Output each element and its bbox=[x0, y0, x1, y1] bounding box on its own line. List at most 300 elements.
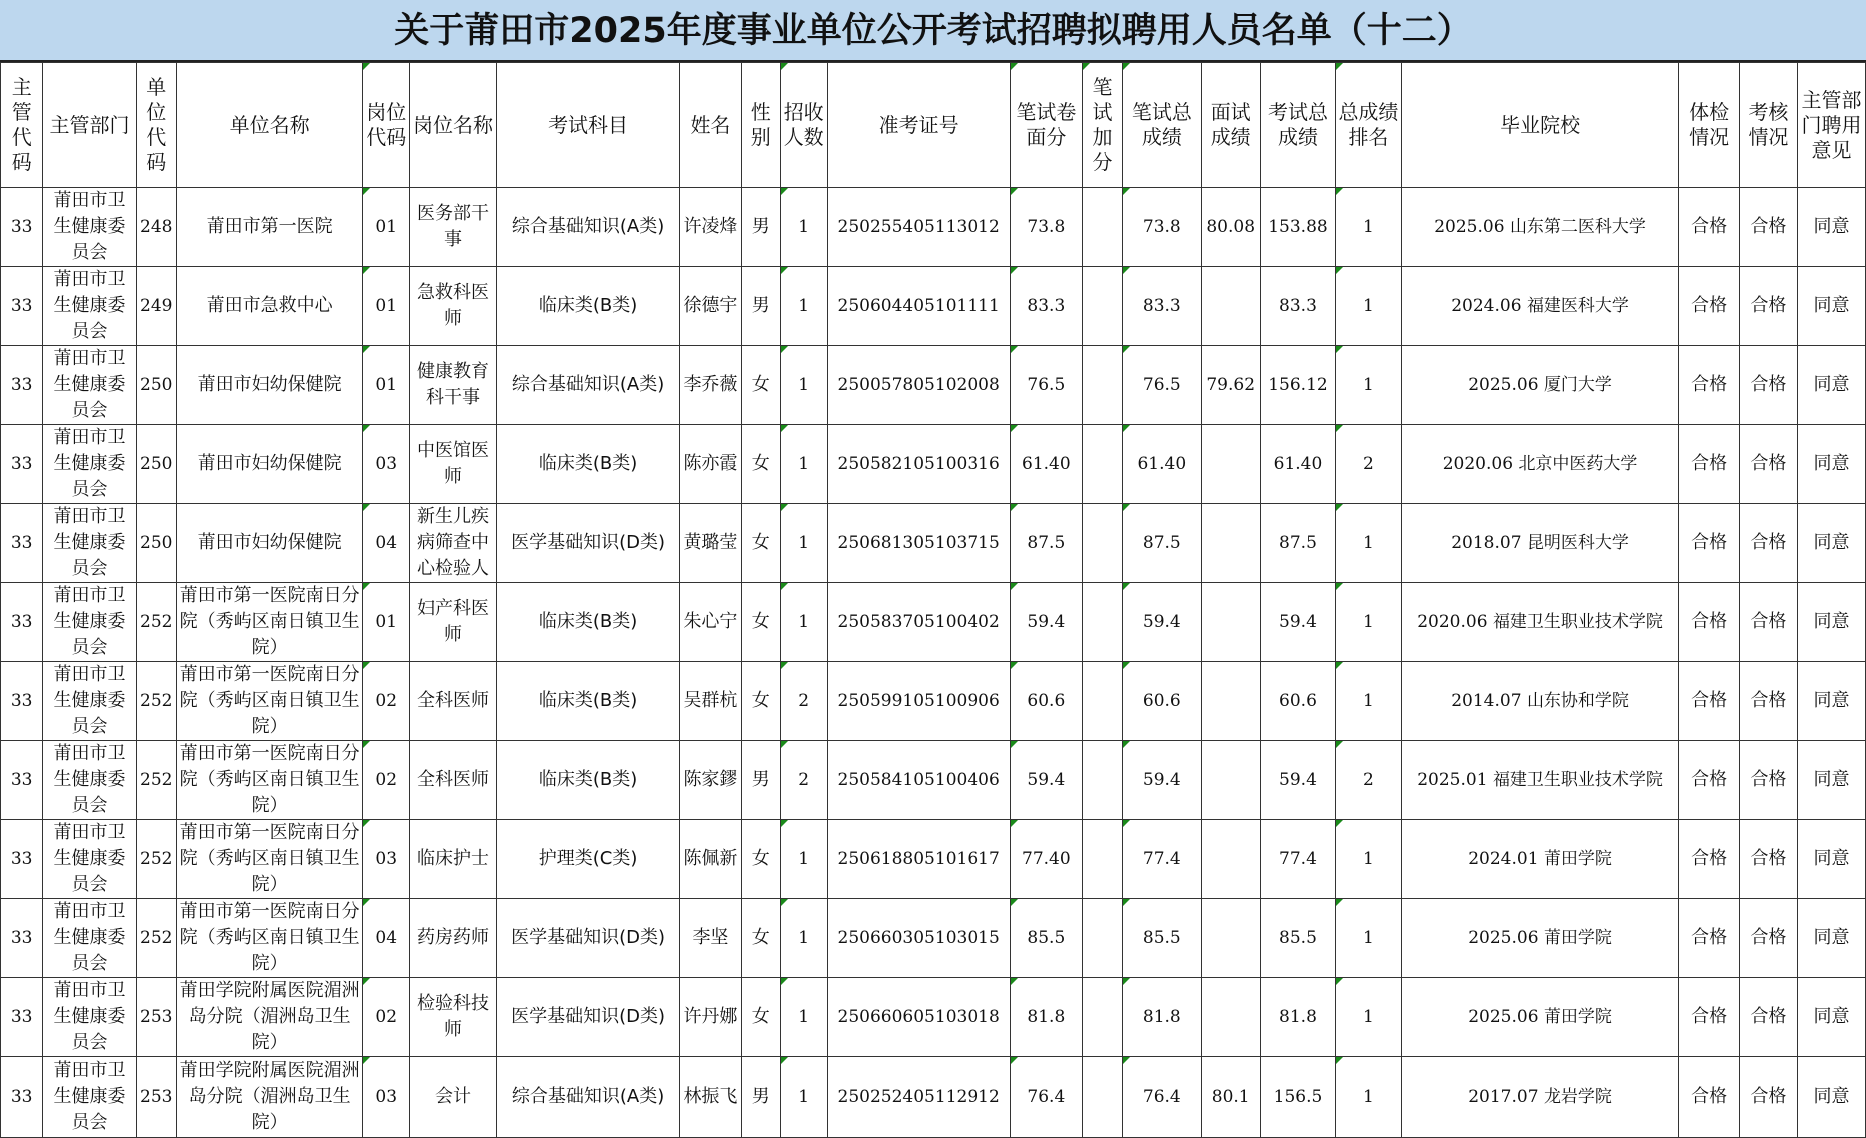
cell-physical-exam bbox=[1679, 741, 1739, 820]
cell-assessment bbox=[1739, 583, 1797, 662]
cell-text: 李坚 bbox=[692, 927, 729, 948]
cell-text: 同意 bbox=[1813, 453, 1850, 474]
cell-text: 250 bbox=[140, 533, 173, 553]
cell-post-name bbox=[410, 425, 497, 504]
cell-text: 莆田市第一医院南日分院（秀屿区南日镇卫生院） bbox=[179, 585, 360, 658]
cell-text: 急救科医师 bbox=[416, 282, 489, 329]
table-row bbox=[1, 188, 1866, 267]
cell-unit-code bbox=[136, 1057, 176, 1138]
cell-text: 同意 bbox=[1813, 1006, 1850, 1027]
cell-physical-exam bbox=[1679, 820, 1739, 899]
cell-written-total bbox=[1123, 267, 1201, 346]
cell-text: 莆田市妇幼保健院 bbox=[197, 532, 342, 553]
cell-text: 临床类(B类) bbox=[538, 453, 638, 474]
cell-text: 250057805102008 bbox=[837, 375, 1000, 395]
cell-text: 81.8 bbox=[1142, 1007, 1181, 1027]
cell-text: 02 bbox=[375, 691, 398, 711]
table-row bbox=[1, 425, 1866, 504]
cell-written-score bbox=[1010, 1057, 1082, 1138]
cell-written-total bbox=[1123, 1057, 1201, 1138]
cell-ticket-number bbox=[827, 346, 1010, 425]
cell-supervisor-dept bbox=[43, 346, 136, 425]
cell-ticket-number bbox=[827, 583, 1010, 662]
cell-exam-subject bbox=[496, 899, 679, 978]
cell-unit-name bbox=[176, 188, 363, 267]
cell-graduate-school bbox=[1401, 583, 1679, 662]
cell-text: 莆田学院附属医院湄洲岛分院（湄洲岛卫生院） bbox=[179, 980, 360, 1053]
cell-text: 33 bbox=[10, 375, 33, 395]
cell-text: 2020.06 北京中医药大学 bbox=[1442, 454, 1638, 474]
cell-post-name bbox=[410, 1057, 497, 1138]
header-physical-exam: 体检情况 bbox=[1679, 63, 1739, 188]
cell-text: 综合基础知识(A类) bbox=[511, 216, 665, 237]
cell-supervisor-dept bbox=[43, 188, 136, 267]
cell-text: 女 bbox=[751, 690, 770, 711]
cell-interview-score bbox=[1201, 504, 1260, 583]
cell-text: 1 bbox=[798, 454, 810, 474]
cell-text: 33 bbox=[10, 454, 33, 474]
cell-physical-exam bbox=[1679, 425, 1739, 504]
cell-quota bbox=[780, 504, 827, 583]
cell-text: 252 bbox=[140, 849, 173, 869]
cell-physical-exam bbox=[1679, 583, 1739, 662]
cell-text: 医学基础知识(D类) bbox=[511, 1006, 666, 1027]
cell-assessment bbox=[1739, 425, 1797, 504]
cell-text: 吴群杭 bbox=[683, 690, 738, 711]
cell-quota bbox=[780, 583, 827, 662]
cell-written-bonus bbox=[1082, 662, 1122, 741]
cell-approval bbox=[1798, 820, 1866, 899]
cell-exam-subject bbox=[496, 267, 679, 346]
cell-text: 莆田市卫生健康委员会 bbox=[53, 743, 126, 816]
cell-written-bonus bbox=[1082, 1057, 1122, 1138]
cell-gender bbox=[741, 346, 780, 425]
cell-post-name bbox=[410, 662, 497, 741]
cell-text: 同意 bbox=[1813, 295, 1850, 316]
cell-written-total bbox=[1123, 662, 1201, 741]
cell-unit-code bbox=[136, 425, 176, 504]
cell-written-total bbox=[1123, 188, 1201, 267]
cell-text: 253 bbox=[140, 1087, 173, 1107]
cell-supervisor-code bbox=[1, 741, 43, 820]
cell-text: 莆田市妇幼保健院 bbox=[197, 453, 342, 474]
cell-exam-subject bbox=[496, 583, 679, 662]
cell-rank bbox=[1336, 1057, 1402, 1138]
cell-post-name bbox=[410, 267, 497, 346]
cell-text: 03 bbox=[375, 849, 398, 869]
cell-rank bbox=[1336, 978, 1402, 1057]
cell-unit-code bbox=[136, 346, 176, 425]
cell-approval bbox=[1798, 741, 1866, 820]
cell-text: 女 bbox=[751, 374, 770, 395]
cell-text: 李乔薇 bbox=[683, 374, 738, 395]
header-post-name: 岗位名称 bbox=[410, 63, 497, 188]
table-row bbox=[1, 662, 1866, 741]
cell-unit-code bbox=[136, 820, 176, 899]
cell-text: 合格 bbox=[1750, 690, 1787, 711]
cell-assessment bbox=[1739, 1057, 1797, 1138]
cell-exam-total bbox=[1260, 583, 1335, 662]
cell-quota bbox=[780, 662, 827, 741]
cell-text: 合格 bbox=[1691, 453, 1728, 474]
cell-text: 健康教育科干事 bbox=[416, 361, 489, 408]
cell-approval bbox=[1798, 188, 1866, 267]
cell-text: 莆田学院附属医院湄洲岛分院（湄洲岛卫生院） bbox=[179, 1060, 360, 1133]
cell-assessment bbox=[1739, 662, 1797, 741]
cell-text: 250582105100316 bbox=[837, 454, 1000, 474]
cell-assessment bbox=[1739, 741, 1797, 820]
cell-text: 莆田市卫生健康委员会 bbox=[53, 506, 126, 579]
cell-text: 1 bbox=[798, 849, 810, 869]
cell-text: 临床护士 bbox=[416, 848, 489, 869]
cell-supervisor-dept bbox=[43, 820, 136, 899]
cell-rank bbox=[1336, 662, 1402, 741]
cell-text: 医学基础知识(D类) bbox=[511, 532, 666, 553]
cell-text: 87.5 bbox=[1142, 533, 1181, 553]
cell-text: 81.8 bbox=[1279, 1007, 1317, 1027]
cell-quota bbox=[780, 978, 827, 1057]
cell-text: 03 bbox=[375, 1087, 398, 1107]
cell-text: 81.8 bbox=[1027, 1007, 1066, 1027]
cell-name bbox=[680, 583, 741, 662]
cell-written-total bbox=[1123, 425, 1201, 504]
cell-supervisor-dept bbox=[43, 741, 136, 820]
cell-post-name bbox=[410, 504, 497, 583]
cell-interview-score bbox=[1201, 741, 1260, 820]
header-row bbox=[1, 63, 1866, 188]
cell-supervisor-dept bbox=[43, 978, 136, 1057]
header-post-code: 岗位代码 bbox=[363, 63, 410, 188]
cell-text: 全科医师 bbox=[416, 690, 489, 711]
cell-text: 59.4 bbox=[1027, 612, 1066, 632]
cell-supervisor-code bbox=[1, 346, 43, 425]
cell-text: 合格 bbox=[1691, 1006, 1728, 1027]
cell-text: 林振飞 bbox=[683, 1086, 738, 1107]
cell-text: 77.4 bbox=[1279, 849, 1317, 869]
cell-text: 1 bbox=[1363, 296, 1374, 316]
cell-post-name bbox=[410, 346, 497, 425]
cell-text: 02 bbox=[375, 1007, 398, 1027]
cell-interview-score bbox=[1201, 188, 1260, 267]
cell-graduate-school bbox=[1401, 1057, 1679, 1138]
cell-post-code bbox=[363, 267, 410, 346]
cell-text: 33 bbox=[10, 1087, 33, 1107]
cell-text: 156.12 bbox=[1268, 375, 1328, 395]
cell-text: 250 bbox=[140, 454, 173, 474]
table-row bbox=[1, 820, 1866, 899]
cell-text: 护理类(C类) bbox=[538, 848, 638, 869]
cell-physical-exam bbox=[1679, 899, 1739, 978]
cell-text: 莆田市卫生健康委员会 bbox=[53, 269, 126, 342]
header-assessment: 考核情况 bbox=[1739, 63, 1797, 188]
cell-text: 莆田市第一医院南日分院（秀屿区南日镇卫生院） bbox=[179, 743, 360, 816]
table-row bbox=[1, 583, 1866, 662]
cell-text: 01 bbox=[375, 375, 398, 395]
cell-text: 1 bbox=[1363, 217, 1374, 237]
cell-interview-score bbox=[1201, 583, 1260, 662]
table-row bbox=[1, 978, 1866, 1057]
cell-text: 女 bbox=[751, 453, 770, 474]
cell-text: 83.3 bbox=[1027, 296, 1066, 316]
cell-supervisor-dept bbox=[43, 583, 136, 662]
cell-text: 76.4 bbox=[1142, 1087, 1181, 1107]
cell-text: 59.4 bbox=[1279, 612, 1317, 632]
cell-assessment bbox=[1739, 346, 1797, 425]
table-row bbox=[1, 504, 1866, 583]
cell-gender bbox=[741, 741, 780, 820]
cell-text: 2025.06 山东第二医科大学 bbox=[1434, 217, 1646, 237]
cell-text: 2 bbox=[1363, 454, 1374, 474]
cell-text: 2025.06 莆田学院 bbox=[1468, 928, 1612, 948]
cell-approval bbox=[1798, 583, 1866, 662]
cell-post-code bbox=[363, 978, 410, 1057]
header-written-total: 笔试总成绩 bbox=[1123, 63, 1201, 188]
cell-rank bbox=[1336, 899, 1402, 978]
cell-text: 33 bbox=[10, 691, 33, 711]
cell-physical-exam bbox=[1679, 267, 1739, 346]
cell-text: 1 bbox=[798, 296, 810, 316]
cell-graduate-school bbox=[1401, 662, 1679, 741]
cell-text: 合格 bbox=[1691, 1086, 1728, 1107]
header-gender: 性别 bbox=[741, 63, 780, 188]
cell-text: 同意 bbox=[1813, 927, 1850, 948]
cell-text: 同意 bbox=[1813, 848, 1850, 869]
cell-text: 250584105100406 bbox=[837, 770, 1000, 790]
cell-unit-code bbox=[136, 741, 176, 820]
cell-text: 2018.07 昆明医科大学 bbox=[1451, 533, 1629, 553]
cell-text: 250583705100402 bbox=[837, 612, 1000, 632]
cell-text: 同意 bbox=[1813, 611, 1850, 632]
cell-written-score bbox=[1010, 978, 1082, 1057]
cell-text: 59.4 bbox=[1142, 612, 1181, 632]
cell-assessment bbox=[1739, 267, 1797, 346]
cell-ticket-number bbox=[827, 978, 1010, 1057]
cell-exam-total bbox=[1260, 267, 1335, 346]
cell-quota bbox=[780, 425, 827, 504]
cell-exam-subject bbox=[496, 820, 679, 899]
cell-quota bbox=[780, 346, 827, 425]
cell-text: 合格 bbox=[1691, 374, 1728, 395]
cell-text: 1 bbox=[1363, 533, 1374, 553]
cell-text: 250660605103018 bbox=[837, 1007, 1000, 1027]
cell-text: 60.6 bbox=[1279, 691, 1317, 711]
cell-approval bbox=[1798, 1057, 1866, 1138]
cell-text: 2025.06 厦门大学 bbox=[1468, 375, 1612, 395]
cell-name bbox=[680, 267, 741, 346]
cell-rank bbox=[1336, 267, 1402, 346]
cell-text: 1 bbox=[798, 375, 810, 395]
cell-exam-subject bbox=[496, 504, 679, 583]
cell-text: 01 bbox=[375, 612, 398, 632]
cell-unit-name bbox=[176, 346, 363, 425]
table-row bbox=[1, 899, 1866, 978]
cell-text: 252 bbox=[140, 691, 173, 711]
cell-text: 莆田市急救中心 bbox=[206, 295, 333, 316]
cell-text: 250599105100906 bbox=[837, 691, 1000, 711]
cell-unit-name bbox=[176, 425, 363, 504]
cell-text: 1 bbox=[1363, 1007, 1374, 1027]
cell-ticket-number bbox=[827, 1057, 1010, 1138]
cell-written-score bbox=[1010, 662, 1082, 741]
header-name: 姓名 bbox=[680, 63, 741, 188]
cell-text: 04 bbox=[375, 533, 398, 553]
cell-text: 男 bbox=[751, 216, 770, 237]
cell-unit-name bbox=[176, 267, 363, 346]
cell-text: 合格 bbox=[1691, 690, 1728, 711]
header-approval: 主管部门聘用意见 bbox=[1798, 63, 1866, 188]
cell-text: 莆田市卫生健康委员会 bbox=[53, 980, 126, 1053]
cell-unit-code bbox=[136, 662, 176, 741]
cell-name bbox=[680, 899, 741, 978]
cell-supervisor-code bbox=[1, 978, 43, 1057]
cell-text: 莆田市卫生健康委员会 bbox=[53, 664, 126, 737]
cell-text: 临床类(B类) bbox=[538, 611, 638, 632]
cell-interview-score bbox=[1201, 899, 1260, 978]
cell-text: 1 bbox=[798, 612, 810, 632]
cell-ticket-number bbox=[827, 899, 1010, 978]
cell-exam-subject bbox=[496, 741, 679, 820]
cell-written-score bbox=[1010, 425, 1082, 504]
cell-written-bonus bbox=[1082, 346, 1122, 425]
cell-text: 61.40 bbox=[1137, 454, 1187, 474]
cell-interview-score bbox=[1201, 346, 1260, 425]
cell-supervisor-code bbox=[1, 583, 43, 662]
cell-supervisor-code bbox=[1, 188, 43, 267]
cell-text: 01 bbox=[375, 296, 398, 316]
cell-unit-name bbox=[176, 662, 363, 741]
cell-text: 许凌烽 bbox=[683, 216, 738, 237]
cell-text: 全科医师 bbox=[416, 769, 489, 790]
cell-approval bbox=[1798, 425, 1866, 504]
cell-text: 合格 bbox=[1750, 927, 1787, 948]
cell-text: 莆田市卫生健康委员会 bbox=[53, 585, 126, 658]
cell-unit-code bbox=[136, 899, 176, 978]
cell-text: 1 bbox=[1363, 849, 1374, 869]
cell-gender bbox=[741, 899, 780, 978]
cell-text: 253 bbox=[140, 1007, 173, 1027]
cell-text: 合格 bbox=[1750, 848, 1787, 869]
cell-text: 1 bbox=[1363, 691, 1374, 711]
cell-written-score bbox=[1010, 820, 1082, 899]
cell-text: 临床类(B类) bbox=[538, 295, 638, 316]
cell-unit-code bbox=[136, 978, 176, 1057]
cell-exam-total bbox=[1260, 188, 1335, 267]
cell-exam-subject bbox=[496, 978, 679, 1057]
cell-text: 73.8 bbox=[1142, 217, 1181, 237]
cell-written-bonus bbox=[1082, 188, 1122, 267]
cell-text: 合格 bbox=[1750, 216, 1787, 237]
cell-text: 2025.06 莆田学院 bbox=[1468, 1007, 1612, 1027]
header-quota: 招收人数 bbox=[780, 63, 827, 188]
cell-text: 59.4 bbox=[1279, 770, 1317, 790]
cell-written-total bbox=[1123, 583, 1201, 662]
cell-text: 合格 bbox=[1691, 216, 1728, 237]
cell-post-code bbox=[363, 662, 410, 741]
cell-text: 156.5 bbox=[1273, 1087, 1323, 1107]
cell-text: 中医馆医师 bbox=[416, 440, 489, 487]
cell-unit-name bbox=[176, 504, 363, 583]
cell-name bbox=[680, 346, 741, 425]
cell-unit-name bbox=[176, 1057, 363, 1138]
cell-gender bbox=[741, 1057, 780, 1138]
cell-written-score bbox=[1010, 188, 1082, 267]
cell-text: 1 bbox=[1363, 375, 1374, 395]
cell-text: 76.5 bbox=[1027, 375, 1066, 395]
cell-text: 男 bbox=[751, 1086, 770, 1107]
cell-text: 临床类(B类) bbox=[538, 690, 638, 711]
cell-text: 87.5 bbox=[1027, 533, 1066, 553]
header-ticket-number: 准考证号 bbox=[827, 63, 1010, 188]
cell-post-code bbox=[363, 899, 410, 978]
cell-text: 2025.01 福建卫生职业技术学院 bbox=[1417, 770, 1663, 790]
cell-gender bbox=[741, 583, 780, 662]
cell-text: 252 bbox=[140, 770, 173, 790]
cell-post-code bbox=[363, 346, 410, 425]
cell-gender bbox=[741, 188, 780, 267]
cell-text: 1 bbox=[798, 1087, 810, 1107]
cell-text: 33 bbox=[10, 1007, 33, 1027]
cell-post-name bbox=[410, 899, 497, 978]
cell-text: 同意 bbox=[1813, 374, 1850, 395]
cell-rank bbox=[1336, 741, 1402, 820]
cell-text: 04 bbox=[375, 928, 398, 948]
cell-text: 合格 bbox=[1750, 453, 1787, 474]
cell-text: 33 bbox=[10, 296, 33, 316]
cell-gender bbox=[741, 504, 780, 583]
cell-text: 女 bbox=[751, 532, 770, 553]
cell-rank bbox=[1336, 425, 1402, 504]
cell-text: 2 bbox=[1363, 770, 1374, 790]
header-graduate-school: 毕业院校 bbox=[1401, 63, 1679, 188]
cell-text: 33 bbox=[10, 217, 33, 237]
header-exam-subject: 考试科目 bbox=[496, 63, 679, 188]
cell-supervisor-code bbox=[1, 504, 43, 583]
cell-unit-name bbox=[176, 820, 363, 899]
cell-post-name bbox=[410, 978, 497, 1057]
cell-text: 252 bbox=[140, 928, 173, 948]
cell-text: 莆田市卫生健康委员会 bbox=[53, 190, 126, 263]
header-rank: 总成绩排名 bbox=[1336, 63, 1402, 188]
cell-rank bbox=[1336, 820, 1402, 899]
cell-approval bbox=[1798, 978, 1866, 1057]
cell-interview-score bbox=[1201, 978, 1260, 1057]
cell-text: 女 bbox=[751, 1006, 770, 1027]
cell-supervisor-dept bbox=[43, 425, 136, 504]
cell-post-name bbox=[410, 820, 497, 899]
cell-text: 合格 bbox=[1691, 295, 1728, 316]
cell-supervisor-code bbox=[1, 267, 43, 346]
cell-written-bonus bbox=[1082, 504, 1122, 583]
cell-text: 1 bbox=[798, 928, 810, 948]
cell-text: 同意 bbox=[1813, 216, 1850, 237]
cell-text: 女 bbox=[751, 848, 770, 869]
cell-ticket-number bbox=[827, 267, 1010, 346]
cell-text: 综合基础知识(A类) bbox=[511, 1086, 665, 1107]
cell-name bbox=[680, 504, 741, 583]
cell-text: 33 bbox=[10, 849, 33, 869]
cell-text: 合格 bbox=[1691, 927, 1728, 948]
cell-gender bbox=[741, 267, 780, 346]
cell-exam-subject bbox=[496, 662, 679, 741]
cell-text: 250681305103715 bbox=[837, 533, 1000, 553]
cell-text: 33 bbox=[10, 533, 33, 553]
cell-name bbox=[680, 425, 741, 504]
cell-text: 03 bbox=[375, 454, 398, 474]
header-supervisor-code: 主管代码 bbox=[1, 63, 43, 188]
cell-written-total bbox=[1123, 978, 1201, 1057]
cell-text: 1 bbox=[798, 217, 810, 237]
cell-assessment bbox=[1739, 188, 1797, 267]
